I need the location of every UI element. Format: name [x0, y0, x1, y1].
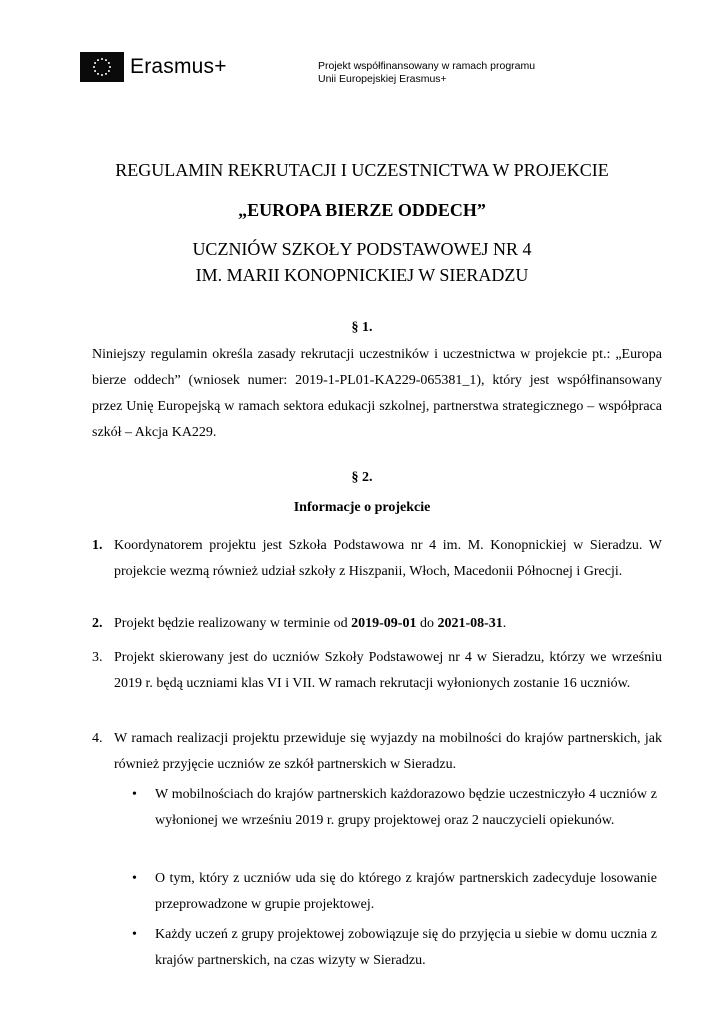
- list-item-number: 3.: [92, 650, 103, 665]
- bullet-item: [132, 922, 657, 974]
- eu-flag-icon: [80, 52, 124, 82]
- text-segment: Projekt będzie realizowany w terminie od: [114, 616, 352, 631]
- school-name-line-2: IM. MARII KONOPNICKIEJ W SIERADZU: [195, 265, 529, 285]
- list-item-number: 2.: [92, 616, 103, 631]
- list-item-text: [114, 611, 662, 637]
- list-item: [92, 533, 662, 585]
- erasmus-logo: [80, 52, 227, 82]
- text-segment: do: [416, 616, 438, 631]
- section-2-subheading: Informacje o projekcie: [293, 500, 431, 515]
- date-to: 2021-08-31: [437, 616, 503, 631]
- section-1-text: Niniejszy regulamin określa zasady rekrutacji uczestników i uczestnictwa w projekcie pt.: „Europa bierze oddech” (wniosek numer: 2019-1-PL01-KA229-065381_1), który jest współfinansowany przez Unię Europejską w ramach sektora edukacji szkolnej, partnerstwa strategicznego – współpraca szkół – Akcja KA229.: [92, 347, 662, 440]
- bullet-text: Każdy uczeń z grupy projektowej zobowiązuje się do przyjęcia u siebie w domu ucznia z krajów partnerskich, na czas wizyty w Sieradzu.: [155, 927, 657, 968]
- cofunding-note: [318, 60, 535, 86]
- school-name: [0, 236, 724, 288]
- section-1-heading: § 1.: [351, 320, 373, 335]
- list-item-number: 1.: [92, 538, 103, 553]
- page-header: [0, 0, 724, 100]
- list-item-number: 4.: [92, 731, 103, 746]
- bullet-text: O tym, który z uczniów uda się do którego z krajów partnerskich zadecyduje losowanie przeprowadzone w grupie projektowej.: [155, 871, 657, 912]
- date-from: 2019-09-01: [351, 616, 417, 631]
- list-item-text: W ramach realizacji projektu przewiduje się wyjazdy na mobilności do krajów partnerskich, jak również przyjęcie uczniów ze szkół partnerskich w Sieradzu.: [114, 731, 662, 772]
- bullet-icon: •: [132, 927, 137, 942]
- bullet-item: [132, 782, 657, 834]
- regulation-title: REGULAMIN REKRUTACJI I UCZESTNICTWA W PROJEKCIE: [115, 160, 609, 180]
- list-item: [92, 611, 662, 637]
- bullet-icon: •: [132, 787, 137, 802]
- list-item: [92, 726, 662, 778]
- erasmus-logo-text: Erasmus+: [130, 55, 227, 78]
- section-2-heading: § 2.: [351, 470, 373, 485]
- list-item-text: Projekt skierowany jest do uczniów Szkoły Podstawowej nr 4 w Sieradzu, którzy we wrześniu 2019 r. będą uczniami klas VI i VII. W ramach rekrutacji wyłonionych zostanie 16 uczniów.: [114, 650, 662, 691]
- bullet-item: [132, 866, 657, 918]
- project-name: „EUROPA BIERZE ODDECH”: [238, 200, 486, 220]
- text-segment: .: [502, 616, 507, 631]
- bullet-text: W mobilnościach do krajów partnerskich każdorazowo będzie uczestniczyło 4 uczniów z wyłonionej we wrześniu 2019 r. grupy projektowej oraz 2 nauczycieli opiekunów.: [155, 787, 657, 828]
- list-item-text: Koordynatorem projektu jest Szkoła Podstawowa nr 4 im. M. Konopnickiej w Sieradzu. W projekcie wezmą również udział szkoły z Hiszpanii, Włoch, Macedonii Północnej i Grecji.: [114, 538, 662, 579]
- cofunding-line-1: Projekt współfinansowany w ramach programu: [318, 60, 536, 72]
- school-name-line-1: UCZNIÓW SZKOŁY PODSTAWOWEJ NR 4: [192, 239, 532, 259]
- cofunding-line-2: Unii Europejskiej Erasmus+: [318, 73, 447, 85]
- list-item: [92, 645, 662, 697]
- bullet-icon: •: [132, 871, 137, 886]
